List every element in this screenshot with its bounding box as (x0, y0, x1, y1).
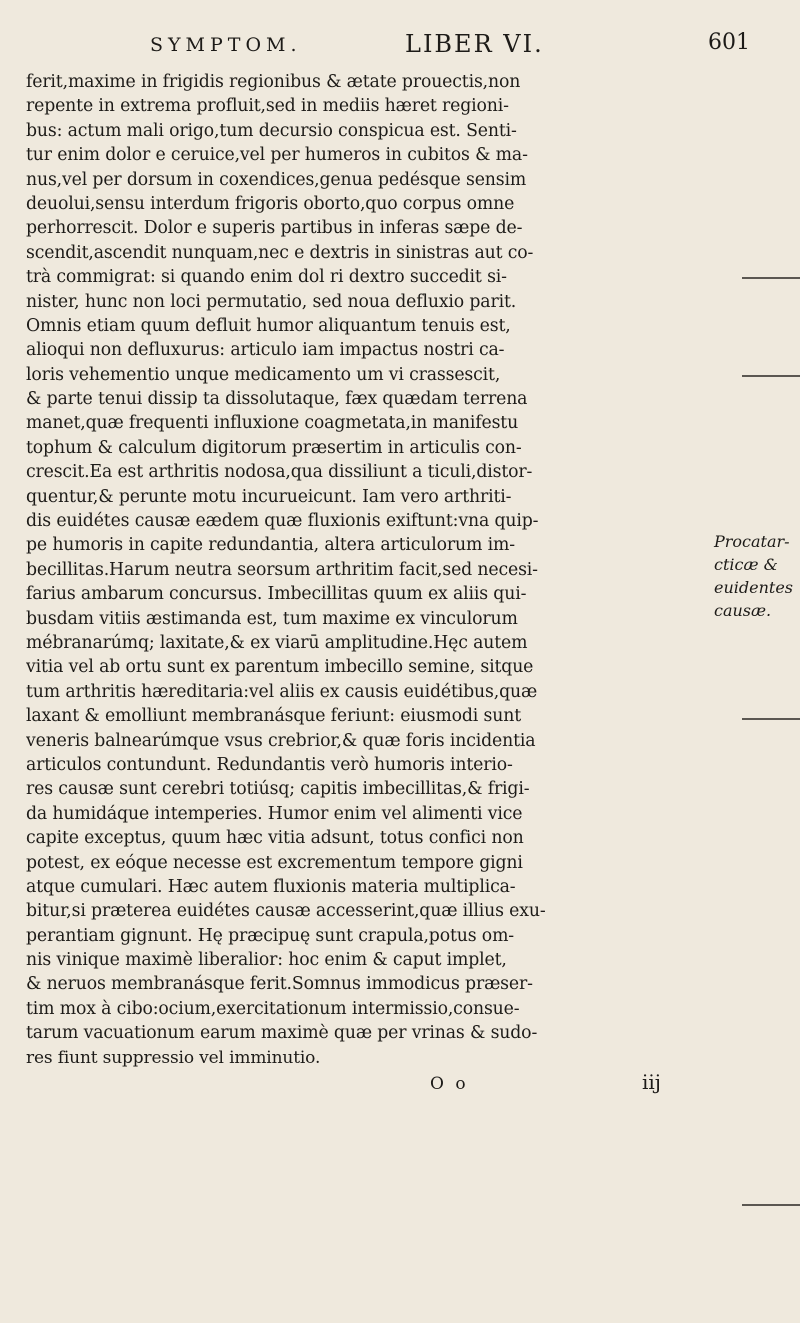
text-line: capite exceptus, quum hæc vitia adsunt, totus confici non (26, 828, 524, 849)
marginal-note (714, 530, 798, 622)
text-line: laxant & emolliunt membranásque feriunt: eiusmodi sunt (26, 706, 521, 727)
text-line: busdam vitiis æstimanda est, tum maxime ex vinculorum (26, 608, 518, 629)
marginal-note-line: cticæ & (714, 555, 778, 574)
page-number: 601 (708, 30, 750, 55)
text-line: bitur,si præterea euidétes causæ accesserint,quæ illius exu- (26, 901, 546, 922)
text-line: tophum & calculum digitorum præsertim in articulis con- (26, 437, 522, 458)
text-line: res causæ sunt cerebri totiúsq; capitis imbecillitas,& frigi- (26, 779, 530, 800)
text-line: repente in extrema profluit,sed in mediis hæret regioni- (26, 96, 509, 117)
text-line: tarum vacuationum earum maximè quæ per vrinas & sudo- (26, 1023, 538, 1044)
text-line: nister, hunc non loci permutatio, sed noua defluxio parit. (26, 291, 517, 312)
marginal-note-line: causæ. (714, 601, 772, 620)
edge-rule (742, 718, 800, 720)
text-line: atque cumulari. Hæc autem fluxionis materia multiplica- (26, 876, 516, 897)
text-line: tim mox à cibo:ocium,exercitationum intermissio,consue- (26, 998, 520, 1019)
text-line: perhorrescit. Dolor e superis partibus in inferas sæpe de- (26, 218, 523, 239)
text-line: loris vehementio unque medicamento um vi crassescit, (26, 364, 501, 385)
text-line: tum arthritis hæreditaria:vel aliis ex causis euidétibus,quæ (26, 681, 538, 702)
text-line: bus: actum mali origo,tum decursio conspicua est. Senti- (26, 120, 517, 141)
text-line: deuolui,sensu interdum frigoris oborto,quo corpus omne (26, 193, 515, 214)
text-line: alioqui non defluxurus: articulo iam impactus nostri ca- (26, 340, 505, 361)
text-line: dis euidétes causæ eædem quæ fluxionis exiftunt:vna quip- (26, 511, 539, 532)
running-title: SYMPTOM. (150, 34, 302, 56)
text-line: nis vinique maximè liberalior: hoc enim & caput implet, (26, 950, 507, 971)
text-line: farius ambarum concursus. Imbecillitas quum ex aliis qui- (26, 584, 527, 605)
text-line: & neruos membranásque ferit.Somnus immodicus præser- (26, 974, 533, 995)
edge-rule (742, 375, 800, 377)
text-line: trà commigrat: si quando enim dol ri dextro succedit si- (26, 267, 507, 288)
marginal-note-line: Procatar- (714, 532, 790, 551)
body-text (26, 70, 696, 1070)
text-line: pe humoris in capite redundantia, altera articulorum im- (26, 535, 515, 556)
text-line: da humidáque intemperies. Humor enim vel alimenti vice (26, 803, 523, 824)
signature-mark: O o (430, 1074, 469, 1095)
text-line: tur enim dolor e ceruice,vel per humeros in cubitos & ma- (26, 145, 528, 166)
text-line: vitia vel ab ortu sunt ex parentum imbecillo semine, sitque (26, 657, 534, 678)
text-line: ferit,maxime in frigidis regionibus & ætate prouectis,non (26, 72, 521, 92)
edge-rule (742, 277, 800, 279)
text-line: articulos contundunt. Redundantis verò humoris interio- (26, 754, 513, 775)
signature-line (430, 1070, 730, 1104)
text-line: manet,quæ frequenti influxione coagmetata,in manifestu (26, 413, 519, 434)
text-line: res fiunt suppressio vel imminutio. (26, 1047, 321, 1068)
text-line: potest, ex eóque necesse est excrementum tempore gigni (26, 852, 523, 873)
text-line: & parte tenui dissip ta dissolutaque, fæx quædam terrena (26, 389, 528, 410)
text-line: Omnis etiam quum defluit humor aliquantum tenuis est, (26, 315, 511, 336)
text-line: crescit.Ea est arthritis nodosa,qua dissiliunt a ticuli,distor- (26, 462, 533, 483)
catchword: iij (642, 1070, 661, 1095)
text-line: nus,vel per dorsum in coxendices,genua pedésque sensim (26, 169, 527, 190)
running-head (150, 30, 750, 64)
text-line: quentur,& perunte motu incurueicunt. Iam vero arthriti- (26, 486, 512, 507)
edge-rule (742, 1204, 800, 1206)
text-line: veneris balnearúmque vsus crebrior,& quæ foris incidentia (26, 730, 536, 751)
text-line: perantiam gignunt. Hę præcipuę sunt crapula,potus om- (26, 925, 514, 946)
text-line: mébranarúmq; laxitate,& ex viarū amplitudine.Hęc autem (26, 632, 528, 653)
book-number: LIBER VI. (405, 30, 544, 58)
marginal-note-line: euidentes (714, 578, 794, 597)
text-line: scendit,ascendit nunquam,nec e dextris in sinistras aut co- (26, 242, 534, 263)
text-line: becillitas.Harum neutra seorsum arthritim facit,sed necesi- (26, 559, 538, 580)
